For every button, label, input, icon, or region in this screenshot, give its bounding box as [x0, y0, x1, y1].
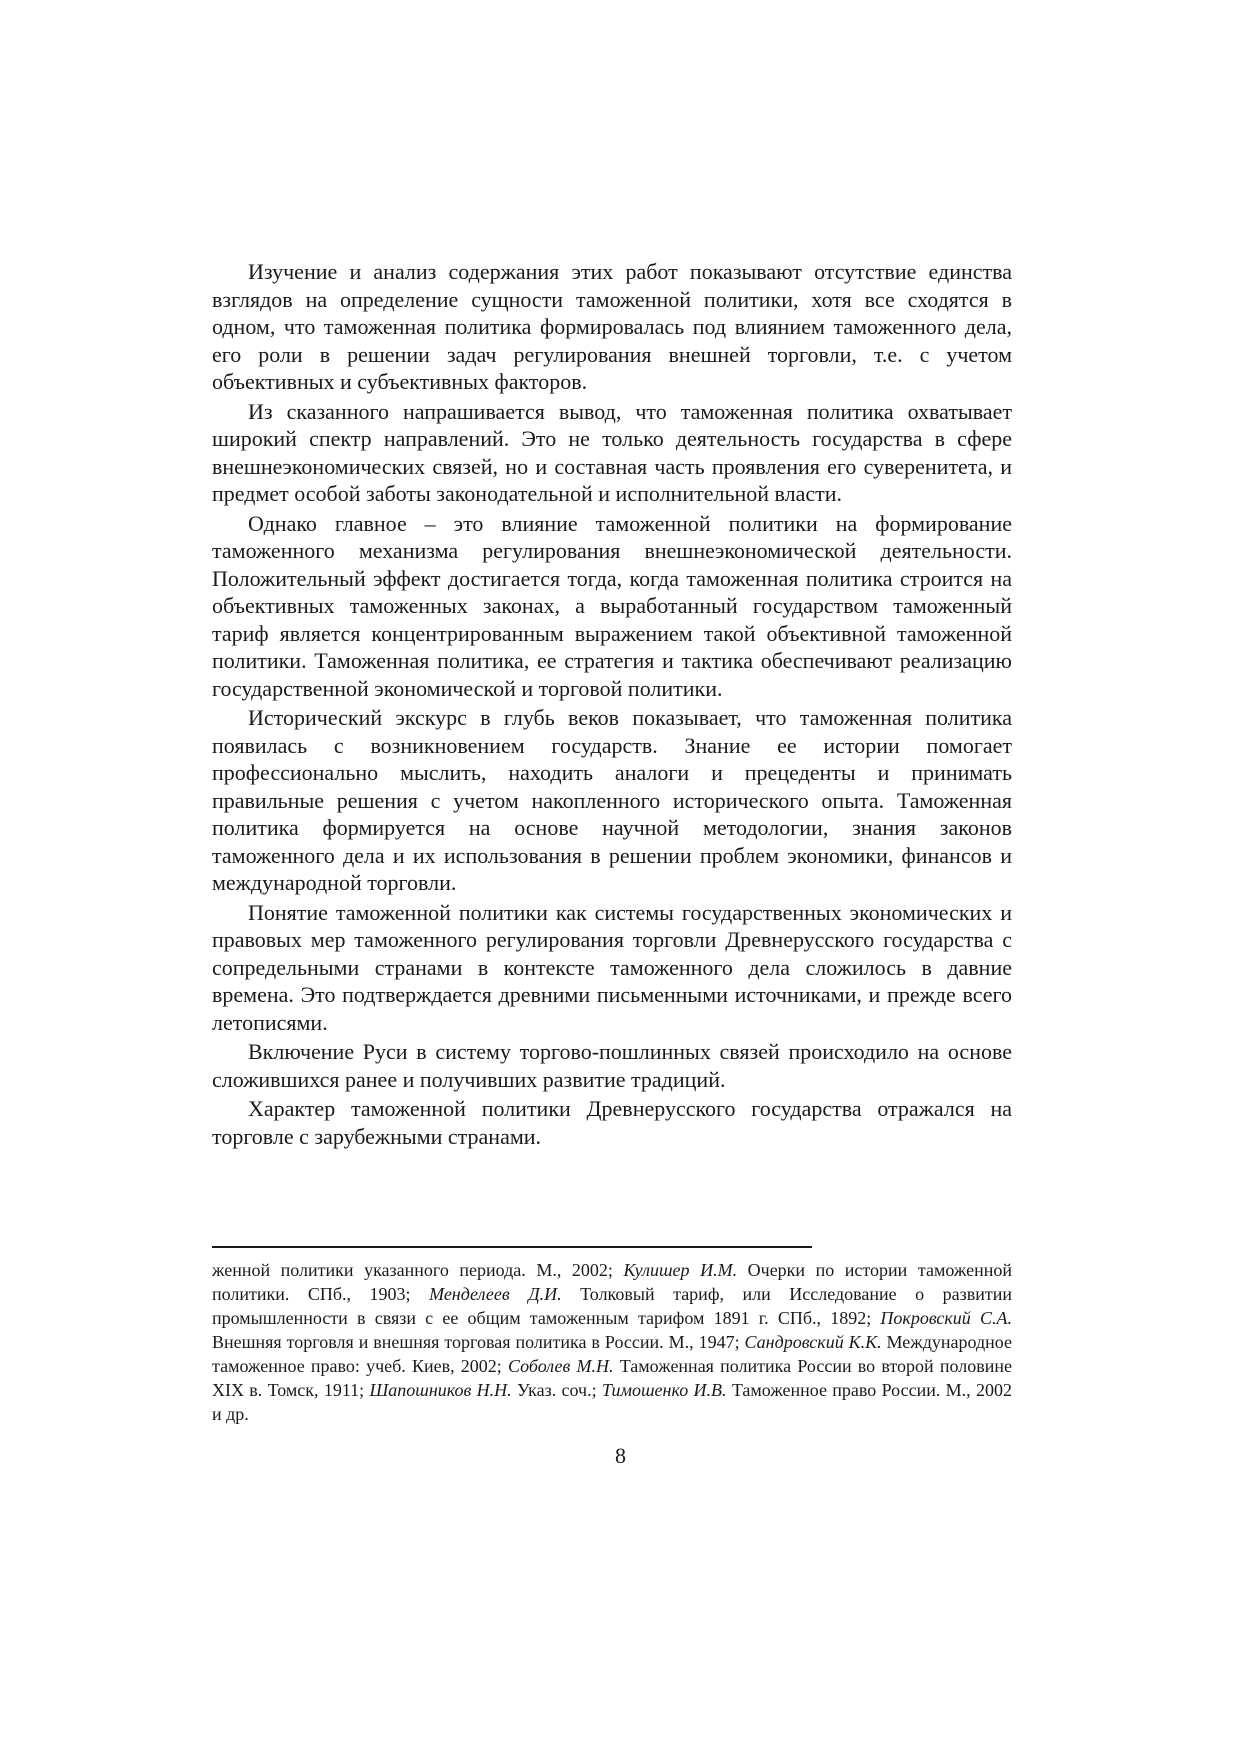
page-number: 8	[615, 1443, 626, 1468]
footnote-text: Толковый тариф, или Исследование о развитии промышленности в связи с ее общим таможенным тарифом 1891 г. СПб., 1892;	[212, 1284, 1012, 1328]
footnote-author: Кулишер И.М.	[623, 1260, 738, 1280]
footnote-text: Таможенная политика России во второй половине XIX в. Томск, 1911;	[212, 1356, 1012, 1400]
footnote-author: Менделеев Д.И.	[429, 1284, 562, 1304]
footnote-text: женной политики указанного периода. М., 2002;	[212, 1260, 624, 1280]
paragraph-6: Включение Руси в систему торгово-пошлинных связей происходило на основе сложившихся ранее и получивших развитие традиций.	[212, 1039, 1012, 1092]
footnote-author: Сандровский К.К.	[744, 1332, 882, 1352]
paragraph-4: Исторический экскурс в глубь веков показывает, что таможенная политика появилась с возникновением государств. Знание ее истории помогает профессионально мыслить, находить аналоги и прецеденты и принимать правильные решения с учетом накопленного исторического опыта. Таможенная политика формируется на основе научной методологии, знания законов таможенного дела и их использования в решении проблем экономики, финансов и международной торговли.	[212, 705, 1012, 895]
footnote-text: Таможенное право России. М., 2002 и др.	[212, 1380, 1012, 1424]
paragraph-5: Понятие таможенной политики как системы государственных экономических и правовых мер таможенного регулирования торговли Древнерусского государства с сопредельными странами в контексте таможенного дела сложилось в давние времена. Это подтверждается древними письменными источниками, и прежде всего летописями.	[212, 899, 1012, 1035]
paragraph-1: Изучение и анализ содержания этих работ показывают отсутствие единства взглядов на определение сущности таможенной политики, хотя все сходятся в одном, что таможенная политика формировалась под влиянием таможенного дела, его роли в решении задач регулирования внешней торговли, т.е. с учетом объективных и субъективных факторов.	[212, 259, 1012, 394]
footnote-text: Указ. соч.;	[511, 1380, 602, 1400]
footnote-divider	[212, 1246, 812, 1248]
footnote-text: Очерки по истории таможенной политики. СПб., 1903;	[212, 1260, 1012, 1304]
paragraph-2: Из сказанного напрашивается вывод, что таможенная политика охватывает широкий спектр направлений. Это не только деятельность государства в сфере внешнеэкономических связей, но и составная часть проявления его суверенитета, и предмет особой заботы законодательной и исполнительной власти.	[212, 398, 1012, 506]
footnote-author: Соболев М.Н.	[508, 1356, 614, 1376]
footnote-author: Покровский С.А.	[880, 1308, 1013, 1328]
footnote-text: Международное таможенное право: учеб. Киев, 2002;	[212, 1332, 1012, 1376]
footnote-author: Тимошенко И.В.	[601, 1380, 727, 1400]
paragraph-7: Характер таможенной политики Древнерусского государства отражался на торговле с зарубежными странами.	[212, 1096, 1012, 1149]
main-text	[212, 258, 1012, 1152]
footnote	[212, 1258, 1012, 1426]
footnote-author: Шапошников Н.Н.	[369, 1380, 512, 1400]
footnote-text: Внешняя торговля и внешняя торговая политика в России. М., 1947;	[212, 1332, 745, 1352]
paragraph-3: Однако главное – это влияние таможенной политики на формирование таможенного механизма регулирования внешнеэкономической деятельности. Положительный эффект достигается тогда, когда таможенная политика строится на объективных таможенных законах, а выработанный государством таможенный тариф является концентрированным выражением такой объективной таможенной политики. Таможенная политика, ее стратегия и тактика обеспечивают реализацию государственной экономической и торговой политики.	[212, 510, 1012, 701]
